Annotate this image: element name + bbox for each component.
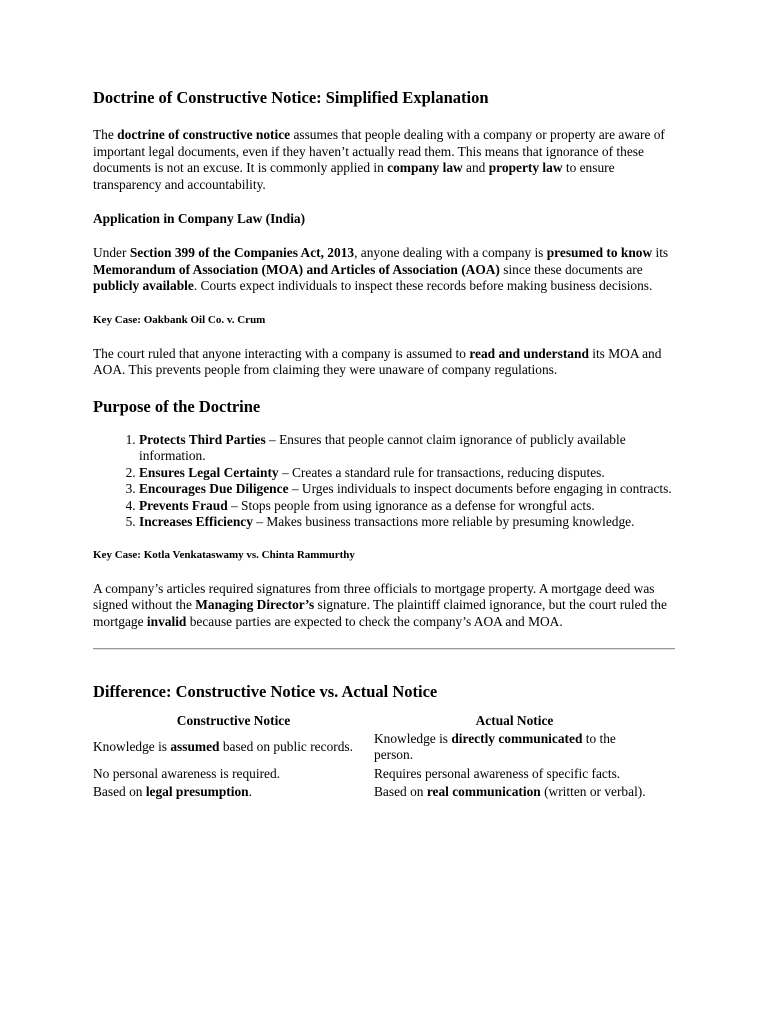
list-item-bold: Increases Efficiency [139, 514, 253, 529]
company-law-text: , anyone dealing with a company is [354, 245, 547, 260]
company-law-text: its [652, 245, 669, 260]
list-item [139, 465, 675, 482]
purpose-heading: Purpose of the Doctrine [93, 396, 261, 416]
case2-text: because parties are expected to check the company’s AOA and MOA. [186, 613, 563, 629]
cell-text: Based on [374, 784, 427, 799]
case2-text: signature. The plaintiff claimed ignorance, but the court ruled the mortgage [93, 597, 667, 629]
cell-bold: legal presumption [145, 784, 249, 799]
cell-text: . [248, 784, 252, 799]
list-item-text: – Urges individuals to inspect documents before engaging in contracts. [288, 481, 672, 496]
intro-bold: property law [488, 160, 563, 175]
company-law-text: . Courts expect individuals to inspect these records before making business decisions. [193, 278, 653, 293]
case2-bold: invalid [146, 613, 187, 629]
column-header-actual: Actual Notice [475, 713, 554, 728]
cell-text: No personal awareness is required. [93, 765, 281, 781]
list-item [139, 514, 675, 531]
horizontal-divider [93, 648, 675, 650]
case1-text: its MOA and AOA. This prevents people from claiming they were unaware of company regulations. [93, 345, 662, 377]
comparison-table [93, 713, 655, 803]
list-item-text: – Ensures that people cannot claim ignorance of publicly available information. [139, 431, 626, 463]
list-item-bold: Encourages Due Diligence [139, 481, 289, 496]
list-item-text: – Stops people from using ignorance as a defense for wrongful acts. [227, 497, 595, 513]
table-header-row [93, 713, 655, 731]
document-title: Doctrine of Constructive Notice: Simplified Explanation [93, 88, 489, 107]
list-item-bold: Prevents Fraud [139, 497, 228, 513]
list-item [139, 432, 675, 465]
table-cell-constructive [93, 784, 374, 803]
intro-paragraph [93, 127, 675, 193]
company-law-bold: presumed to know [546, 245, 653, 260]
case2-text: A company’s articles required signatures from three officials to mortgage property. A mortgage deed was signed without the [93, 580, 655, 612]
intro-text: to ensure transparency and accountability. [93, 160, 615, 192]
cell-text: Requires personal awareness of specific facts. [374, 765, 621, 781]
case1-text: The court ruled that anyone interacting with a company is assumed to [93, 345, 470, 361]
table-row [93, 766, 655, 785]
company-law-text: since these documents are [499, 261, 643, 277]
case2-paragraph [93, 581, 675, 631]
case1-heading: Key Case: Oakbank Oil Co. v. Crum [93, 313, 266, 326]
intro-text: and [462, 160, 489, 175]
difference-heading: Difference: Constructive Notice vs. Actual Notice [93, 682, 438, 701]
table-row [93, 731, 655, 766]
company-law-bold: publicly available [93, 278, 194, 293]
cell-text: based on public records. [219, 738, 353, 754]
company-law-paragraph [93, 245, 675, 295]
table-cell-actual [374, 784, 655, 803]
intro-bold: company law [387, 160, 463, 175]
cell-text: Based on [93, 784, 146, 799]
column-header-constructive: Constructive Notice [176, 713, 291, 728]
cell-bold: directly communicated [451, 730, 583, 746]
purpose-list [93, 432, 675, 531]
table-cell-constructive [93, 731, 374, 766]
company-law-bold: Section 399 of the Companies Act, 2013 [129, 245, 355, 260]
cell-text: (written or verbal). [540, 784, 646, 799]
company-law-text: Under [93, 245, 130, 260]
intro-text: assumes that people dealing with a company or property are aware of important legal documents, even if they haven’t actually read them. This means that ignorance of these documents is not an excuse. It is commonly applied in [93, 127, 665, 175]
intro-text: The [93, 127, 118, 142]
list-item-bold: Protects Third Parties [139, 431, 266, 447]
cell-bold: real communication [426, 784, 541, 799]
table-row [93, 784, 655, 803]
cell-text: to the person. [374, 730, 616, 762]
case2-heading: Key Case: Kotla Venkataswamy vs. Chinta Rammurthy [93, 548, 355, 561]
company-law-heading: Application in Company Law (India) [93, 211, 306, 226]
list-item-text: – Creates a standard rule for transactions, reducing disputes. [278, 464, 605, 480]
list-item [139, 498, 675, 515]
table-cell-actual [374, 731, 655, 766]
case2-bold: Managing Director’s [195, 597, 315, 612]
cell-text: Knowledge is [93, 738, 171, 754]
intro-bold: doctrine of constructive notice [117, 127, 291, 142]
list-item-text: – Makes business transactions more reliable by presuming knowledge. [252, 514, 635, 529]
table-cell-constructive [93, 766, 374, 785]
list-item-bold: Ensures Legal Certainty [139, 464, 279, 480]
case1-paragraph [93, 346, 675, 379]
cell-bold: assumed [170, 738, 220, 754]
company-law-bold: Memorandum of Association (MOA) and Articles of Association (AOA) [93, 261, 500, 277]
table-cell-actual [374, 766, 655, 785]
list-item [139, 481, 675, 498]
cell-text: Knowledge is [374, 730, 452, 746]
case1-bold: read and understand [469, 345, 589, 361]
